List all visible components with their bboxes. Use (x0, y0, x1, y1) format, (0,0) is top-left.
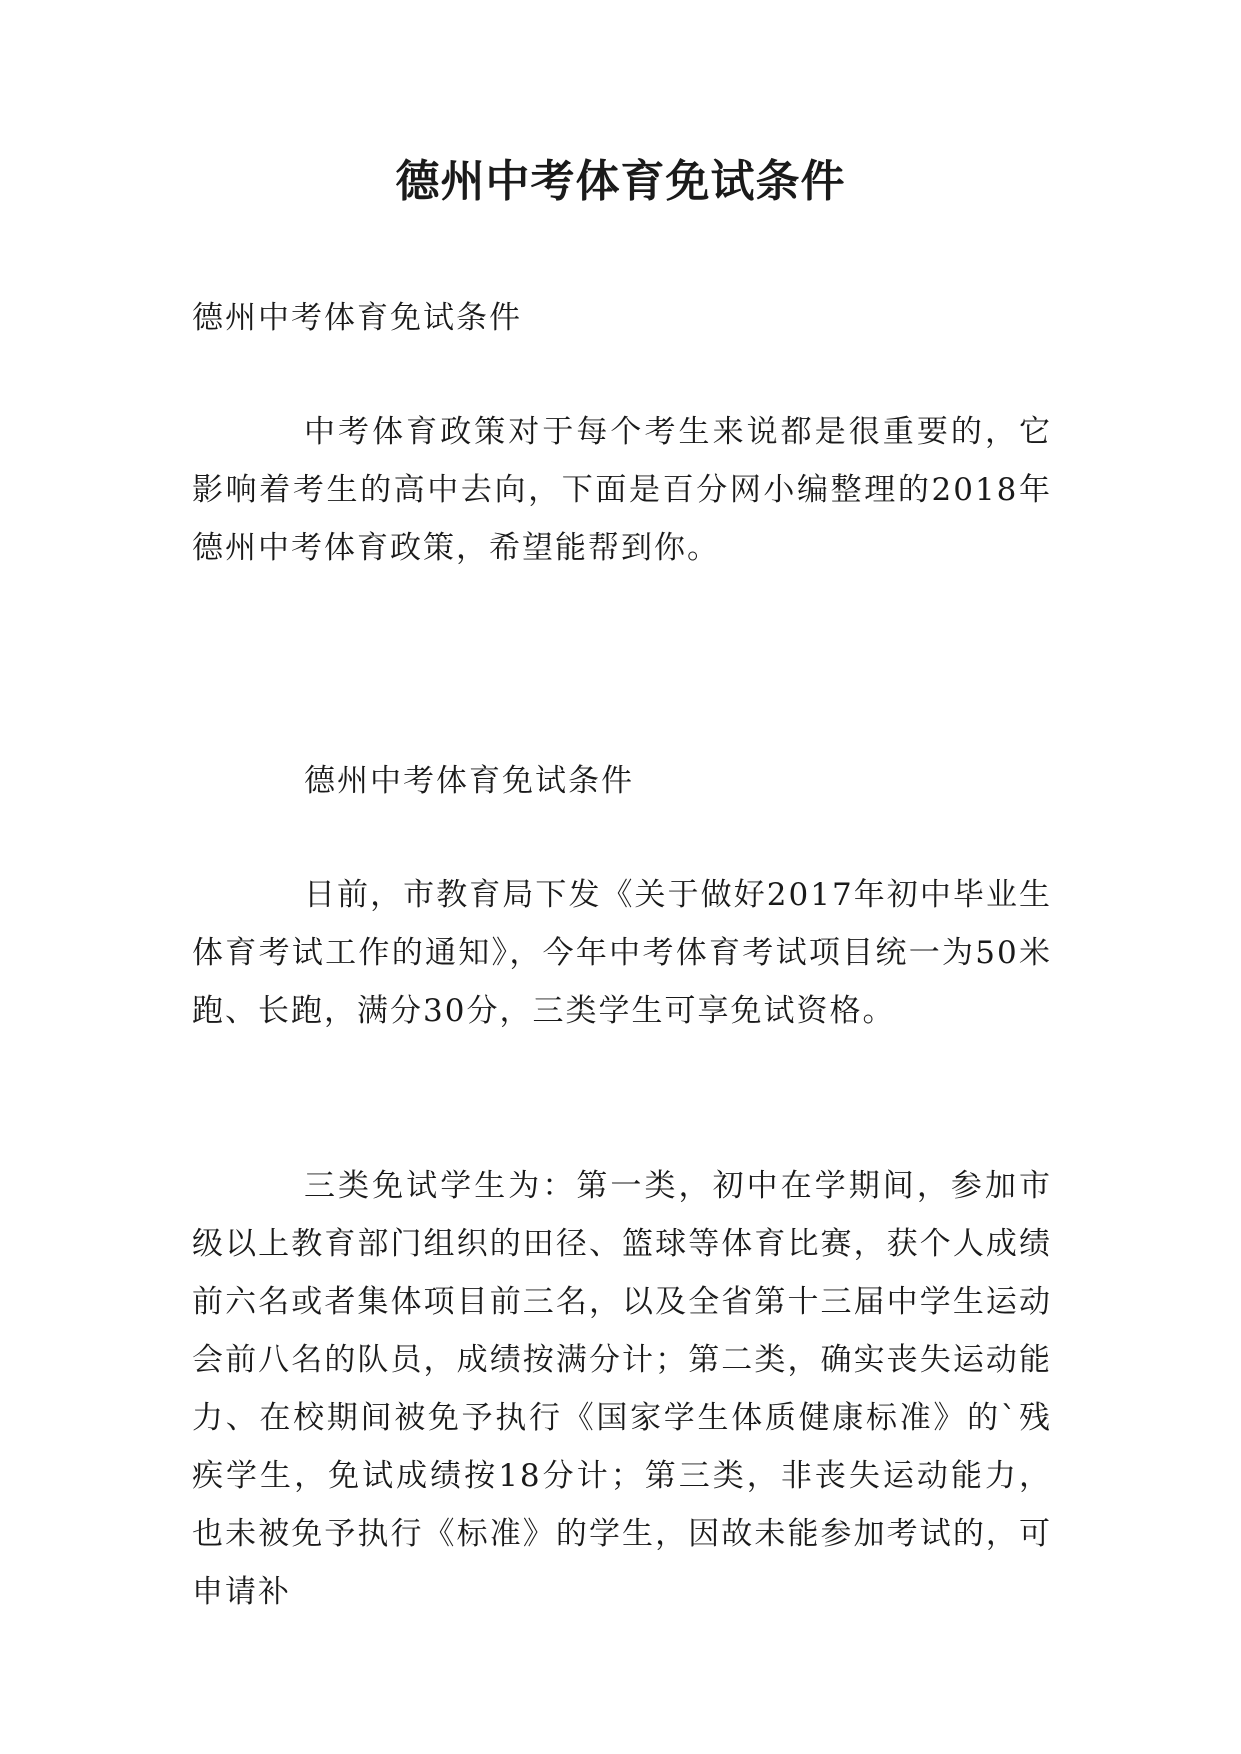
paragraph-section-heading: 德州中考体育免试条件 (304, 763, 634, 799)
paragraph-exemption-categories: 三类免试学生为：第一类，初中在学期间，参加市级以上教育部门组织的田径、篮球等体育比赛，获个人成绩前六名或者集体项目前三名，以及全省第十三届中学生运动会前八名的队员，成绩按满分计；第二类，确实丧失运动能力、在校期间被免予执行《国家学生体质健康标准》的`残疾学生，免试成绩按18分计；第三类，非丧失运动能力，也未被免予执行《标准》的学生，因故未能参加考试的，可申请补 (192, 1168, 1052, 1610)
paragraph-intro: 中考体育政策对于每个考生来说都是很重要的，它影响着考生的高中去向，下面是百分网小编整理的2018年德州中考体育政策，希望能帮到你。 (192, 414, 1052, 566)
document-title: 德州中考体育免试条件 (395, 156, 846, 207)
paragraph-subtitle: 德州中考体育免试条件 (192, 300, 522, 336)
paragraph-notice: 日前，市教育局下发《关于做好2017年初中毕业生体育考试工作的通知》，今年中考体育考试项目统一为50米跑、长跑，满分30分，三类学生可享免试资格。 (192, 877, 1052, 1029)
